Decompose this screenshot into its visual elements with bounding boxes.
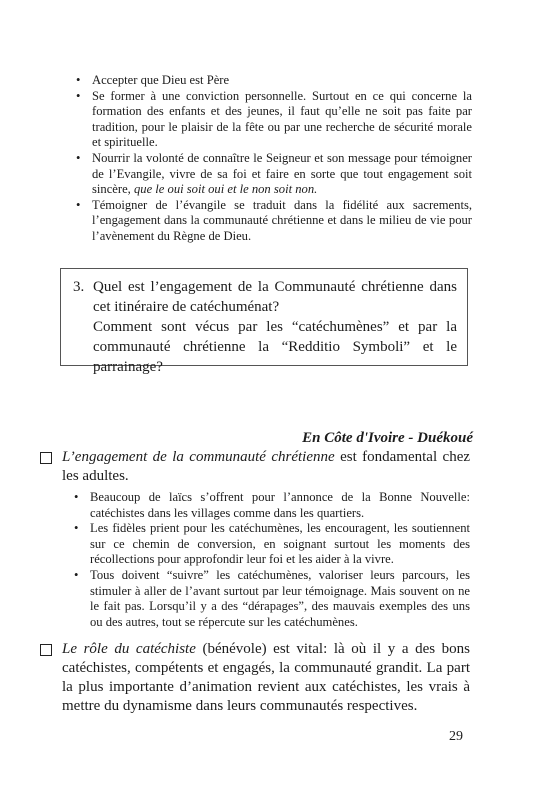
italic-phrase: L’engagement de la communauté chrétienne	[62, 449, 335, 465]
checkbox-icon	[40, 644, 52, 656]
paragraph-lead: Le rôle du catéchiste (bénévole) est vital: là où il y a des bons catéchistes, compétents et engagés, la communauté grandit. La part la plus importante d’animation revient aux catéchistes, les vrais à mettre du dynamisme dans leurs communautés respectives.	[62, 641, 470, 714]
section-heading: En Côte d'Ivoire - Duékoué	[302, 430, 473, 446]
bullet-item: • Les fidèles prient pour les catéchumènes, les encouragent, les soutiennent sur ce chemin de conversion, en soignant surtout les moments des récollections pour approfondir leur foi et les aider à la vivre.	[90, 521, 470, 568]
italic-phrase: Le rôle du catéchiste	[62, 641, 196, 657]
page-number: 29	[449, 729, 463, 744]
engagement-bullet-list	[90, 490, 470, 630]
italic-phrase: que le oui soit oui et le non soit non.	[133, 182, 318, 197]
bullet-item: • Beaucoup de laïcs s’offrent pour l’annonce de la Bonne Nouvelle: catéchistes dans les villages comme dans les quartiers.	[90, 490, 470, 521]
checkbox-paragraph-engagement	[40, 448, 470, 630]
bullet-item: • Se former à une conviction personnelle. Surtout en ce qui concerne la formation des enfants et des jeunes, il faut qu’elle ne soit pas faite par tradition, pour le plaisir de la fête ou par une recherche de sécurité morale et spirituelle.	[92, 89, 472, 151]
question-line-2: Comment sont vécus par les “catéchumènes” et par la communauté chrétienne la “Redditio Symboli” et le parrainage?	[93, 319, 457, 375]
checkbox-paragraph-catechiste	[40, 640, 470, 716]
question-box	[60, 268, 468, 375]
intro-bullet-list	[92, 73, 472, 245]
question-text	[93, 277, 457, 377]
bullet-item: • Témoigner de l’évangile se traduit dans la fidélité aux sacrements, l’engagement dans la communauté chrétienne et dans le milieu de vie pour l’avènement du Règne de Dieu.	[92, 198, 472, 245]
bullet-item: • Accepter que Dieu est Père	[92, 73, 472, 89]
bullet-item: • Nourrir la volonté de connaître le Seigneur et son message pour témoigner de l’Evangile, vivre de sa foi et faire en sorte que tout engagement soit sincère, que le oui soit oui et le non soit non.	[92, 151, 472, 198]
paragraph-lead: L’engagement de la communauté chrétienne est fondamental chez les adultes.	[62, 449, 471, 484]
question-number: 3.	[73, 279, 85, 295]
bullet-item: • Tous doivent “suivre” les catéchumènes, valoriser leurs parcours, les stimuler à aller de l’avant surtout par leur témoignage. Mais souvent on ne le fait pas. Lorsqu’il y a des “dérapages”, des mauvais exemples des uns ou des autres, tout se répercute sur les catéchumènes.	[90, 568, 470, 630]
question-line-1: Quel est l’engagement de la Communauté chrétienne dans cet itinéraire de catéchuménat?	[93, 279, 457, 315]
checkbox-icon	[40, 452, 52, 464]
